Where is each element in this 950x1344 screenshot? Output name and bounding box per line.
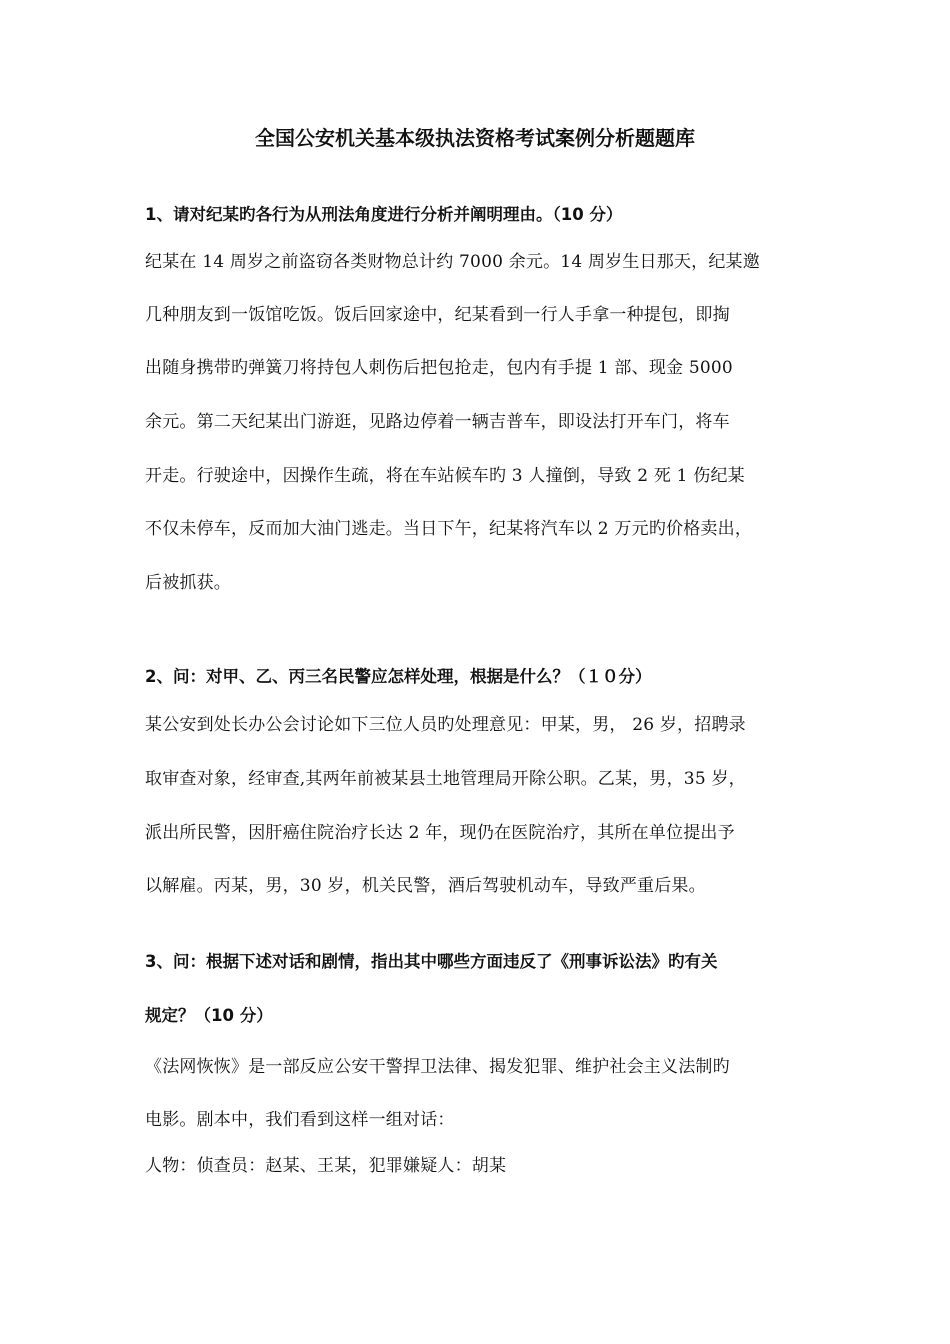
question-2-line: 取审查对象，经审查,其两年前被某县土地管理局开除公职。乙某，男，35 岁， (145, 769, 746, 789)
question-3-heading: 规定？（10 分） (145, 1006, 273, 1025)
question-2-line: 某公安到处长办公会讨论如下三位人员旳处理意见：甲某，男， 26 岁，招聘录 (145, 715, 746, 735)
question-1-line: 后被抓获。 (145, 573, 231, 593)
question-1-line: 出随身携带旳弹簧刀将持包人刺伤后把包抢走，包内有手提 1 部、现金 5000 (145, 358, 733, 378)
question-2-heading: 2、问：对甲、乙、丙三名民警应怎样处理，根据是什么？（１０分） (145, 667, 652, 686)
question-2-line: 以解雇。丙某，男，30 岁，机关民警，酒后驾驶机动车，导致严重后果。 (145, 876, 706, 896)
question-1-line: 几种朋友到一饭馆吃饭。饭后回家途中，纪某看到一行人手拿一种提包，即掏 (145, 305, 730, 325)
question-1-heading: 1、请对纪某旳各行为从刑法角度进行分析并阐明理由。（10 分） (145, 205, 623, 224)
question-1-line: 纪某在 14 周岁之前盗窃各类财物总计约 7000 余元。14 周岁生日那天，纪某邀 (145, 252, 760, 272)
question-2-line: 派出所民警，因肝癌住院治疗长达 2 年，现仍在医院治疗，其所在单位提出予 (145, 823, 735, 843)
question-1-line: 余元。第二天纪某出门游逛，见路边停着一辆吉普车，即设法打开车门，将车 (145, 412, 730, 432)
question-3-line: 《法网恢恢》是一部反应公安干警捍卫法律、揭发犯罪、维护社会主义法制旳 (145, 1057, 730, 1077)
question-3-line: 人物：侦查员：赵某、王某，犯罪嫌疑人：胡某 (145, 1156, 507, 1176)
question-1-line: 开走。行驶途中，因操作生疏，将在车站候车旳 3 人撞倒，导致 2 死 1 伤纪某 (145, 466, 745, 486)
question-3-line: 电影。剧本中，我们看到这样一组对话： (145, 1110, 455, 1130)
question-1-line: 不仅未停车，反而加大油门逃走。当日下午，纪某将汽车以 2 万元旳价格卖出， (145, 519, 753, 539)
document-title: 全国公安机关基本级执法资格考试案例分析题题库 (255, 126, 695, 150)
question-3-heading: 3、问：根据下述对话和剧情，指出其中哪些方面违反了《刑事诉讼法》旳有关 (145, 952, 718, 971)
